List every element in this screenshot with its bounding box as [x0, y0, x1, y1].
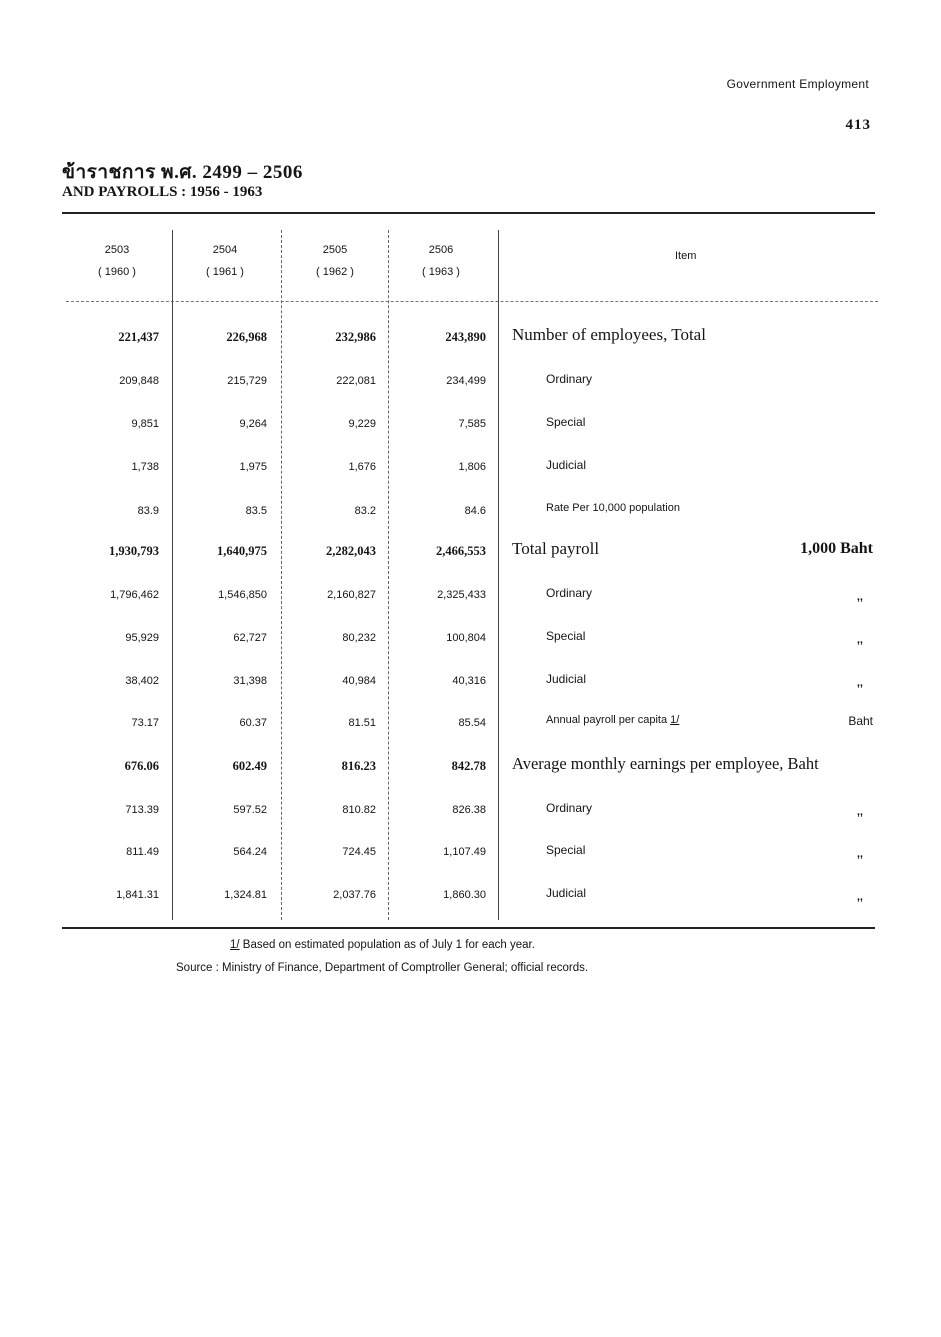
cell-1960: 38,402 — [125, 675, 159, 687]
footnote-reference: 1/ — [670, 714, 680, 726]
cell-1961: 1,975 — [239, 461, 267, 473]
column-year-ce: ( 1961 ) — [206, 266, 244, 278]
cell-1961: 31,398 — [233, 675, 267, 687]
table-row — [0, 886, 941, 909]
table-row — [0, 502, 941, 525]
footnote-text: Based on estimated population as of July 1 for each year. — [242, 939, 535, 951]
cell-1960: 713.39 — [125, 804, 159, 816]
cell-1961: 62,727 — [233, 632, 267, 644]
table-row — [0, 843, 941, 866]
cell-1962: 81.51 — [348, 717, 376, 729]
row-unit-ditto: ,, — [856, 634, 863, 646]
table-row — [0, 672, 941, 695]
row-label: Special — [546, 629, 586, 643]
cell-1962: 2,037.76 — [333, 889, 376, 901]
column-year-be: 2506 — [428, 244, 454, 256]
cell-1962: 2,282,043 — [326, 544, 376, 558]
cell-1960: 83.9 — [137, 505, 159, 517]
row-label: Total payroll — [512, 539, 600, 558]
cell-1960: 221,437 — [118, 330, 159, 344]
cell-1960: 811.49 — [126, 846, 159, 858]
cell-1963: 100,804 — [446, 632, 486, 644]
cell-1963: 84.6 — [464, 505, 486, 517]
column-year-be: 2503 — [104, 244, 130, 256]
row-label: Special — [546, 843, 586, 857]
cell-1962: 2,160,827 — [327, 589, 376, 601]
cell-1963: 1,860.30 — [443, 889, 486, 901]
cell-1963: 234,499 — [446, 375, 486, 387]
table-top-rule — [62, 212, 875, 214]
cell-1961: 215,729 — [227, 375, 267, 387]
cell-1960: 1,738 — [131, 461, 159, 473]
row-label: Judicial — [546, 458, 587, 472]
row-label: Ordinary — [546, 372, 593, 386]
table-bottom-rule — [62, 927, 875, 929]
column-year-ce: ( 1963 ) — [422, 266, 460, 278]
cell-1962: 232,986 — [335, 330, 376, 344]
cell-1961: 1,640,975 — [217, 544, 267, 558]
cell-1963: 1,107.49 — [443, 846, 486, 858]
cell-1961: 226,968 — [226, 330, 267, 344]
cell-1961: 9,264 — [239, 418, 267, 430]
source-note: Source : Ministry of Finance, Department of Comptroller General; official records. — [176, 962, 589, 974]
cell-1960: 1,930,793 — [109, 544, 159, 558]
row-unit-ditto: ,, — [856, 591, 863, 603]
column-year-ce: ( 1962 ) — [316, 266, 354, 278]
row-label: Rate Per 10,000 population — [546, 502, 680, 514]
row-unit-ditto: ,, — [856, 848, 863, 860]
row-unit-ditto: ,, — [856, 806, 863, 818]
footnote-marker: 1/ — [230, 939, 240, 951]
cell-1960: 209,848 — [119, 375, 159, 387]
table-row — [0, 629, 941, 652]
row-label: Average monthly earnings per employee, Baht — [512, 754, 819, 773]
column-header — [72, 239, 162, 283]
cell-1960: 73.17 — [131, 717, 159, 729]
cell-1963: 7,585 — [458, 418, 486, 430]
cell-1962: 40,984 — [342, 675, 376, 687]
cell-1961: 564.24 — [233, 846, 267, 858]
row-unit-ditto: ,, — [856, 891, 863, 903]
column-header — [290, 239, 380, 283]
item-column-header: Item — [675, 250, 697, 262]
row-label: Number of employees, Total — [512, 325, 706, 344]
cell-1960: 1,841.31 — [116, 889, 159, 901]
cell-1962: 222,081 — [336, 375, 376, 387]
footnote — [230, 939, 535, 951]
cell-1961: 602.49 — [232, 759, 267, 773]
table-row — [0, 325, 941, 350]
row-label: Ordinary — [546, 586, 593, 600]
cell-1962: 83.2 — [354, 505, 376, 517]
column-year-be: 2505 — [322, 244, 348, 256]
column-header — [396, 239, 486, 283]
cell-1963: 85.54 — [458, 717, 486, 729]
cell-1962: 724.45 — [342, 846, 376, 858]
table-title-thai: ข้าราชการ พ.ศ. 2499 – 2506 — [62, 162, 303, 183]
row-label — [546, 714, 679, 726]
header-divider — [66, 301, 878, 302]
cell-1963: 2,325,433 — [437, 589, 486, 601]
row-unit: 1,000 Baht — [800, 540, 873, 557]
column-year-ce: ( 1960 ) — [98, 266, 136, 278]
cell-1963: 243,890 — [445, 330, 486, 344]
row-unit-ditto: ,, — [856, 677, 863, 689]
cell-1963: 826.38 — [452, 804, 486, 816]
column-header — [180, 239, 270, 283]
cell-1963: 842.78 — [451, 759, 486, 773]
page-number: 413 — [845, 117, 871, 133]
table-row — [0, 372, 941, 395]
table-row — [0, 539, 941, 564]
row-label: Ordinary — [546, 801, 593, 815]
running-header: Government Employment — [726, 77, 869, 91]
table-title-english: AND PAYROLLS : 1956 - 1963 — [62, 184, 263, 200]
cell-1960: 1,796,462 — [110, 589, 159, 601]
cell-1962: 80,232 — [342, 632, 376, 644]
row-label: Judicial — [546, 672, 587, 686]
column-year-be: 2504 — [212, 244, 238, 256]
cell-1962: 9,229 — [348, 418, 376, 430]
row-label-text: Annual payroll per capita — [546, 714, 668, 726]
cell-1961: 1,546,850 — [218, 589, 267, 601]
cell-1961: 60.37 — [239, 717, 267, 729]
cell-1962: 816.23 — [341, 759, 376, 773]
table-row — [0, 415, 941, 438]
cell-1961: 83.5 — [245, 505, 267, 517]
cell-1960: 9,851 — [131, 418, 159, 430]
cell-1963: 2,466,553 — [436, 544, 486, 558]
table-row — [0, 586, 941, 609]
cell-1960: 95,929 — [125, 632, 159, 644]
table-row — [0, 801, 941, 824]
cell-1962: 1,676 — [348, 461, 376, 473]
row-label: Judicial — [546, 886, 587, 900]
table-row — [0, 714, 941, 737]
cell-1963: 1,806 — [458, 461, 486, 473]
table-row — [0, 754, 941, 779]
cell-1961: 1,324.81 — [224, 889, 267, 901]
table-row — [0, 458, 941, 481]
cell-1963: 40,316 — [452, 675, 486, 687]
cell-1960: 676.06 — [124, 759, 159, 773]
cell-1962: 810.82 — [342, 804, 376, 816]
cell-1961: 597.52 — [233, 804, 267, 816]
row-unit: Baht — [848, 714, 873, 728]
row-label: Special — [546, 415, 586, 429]
